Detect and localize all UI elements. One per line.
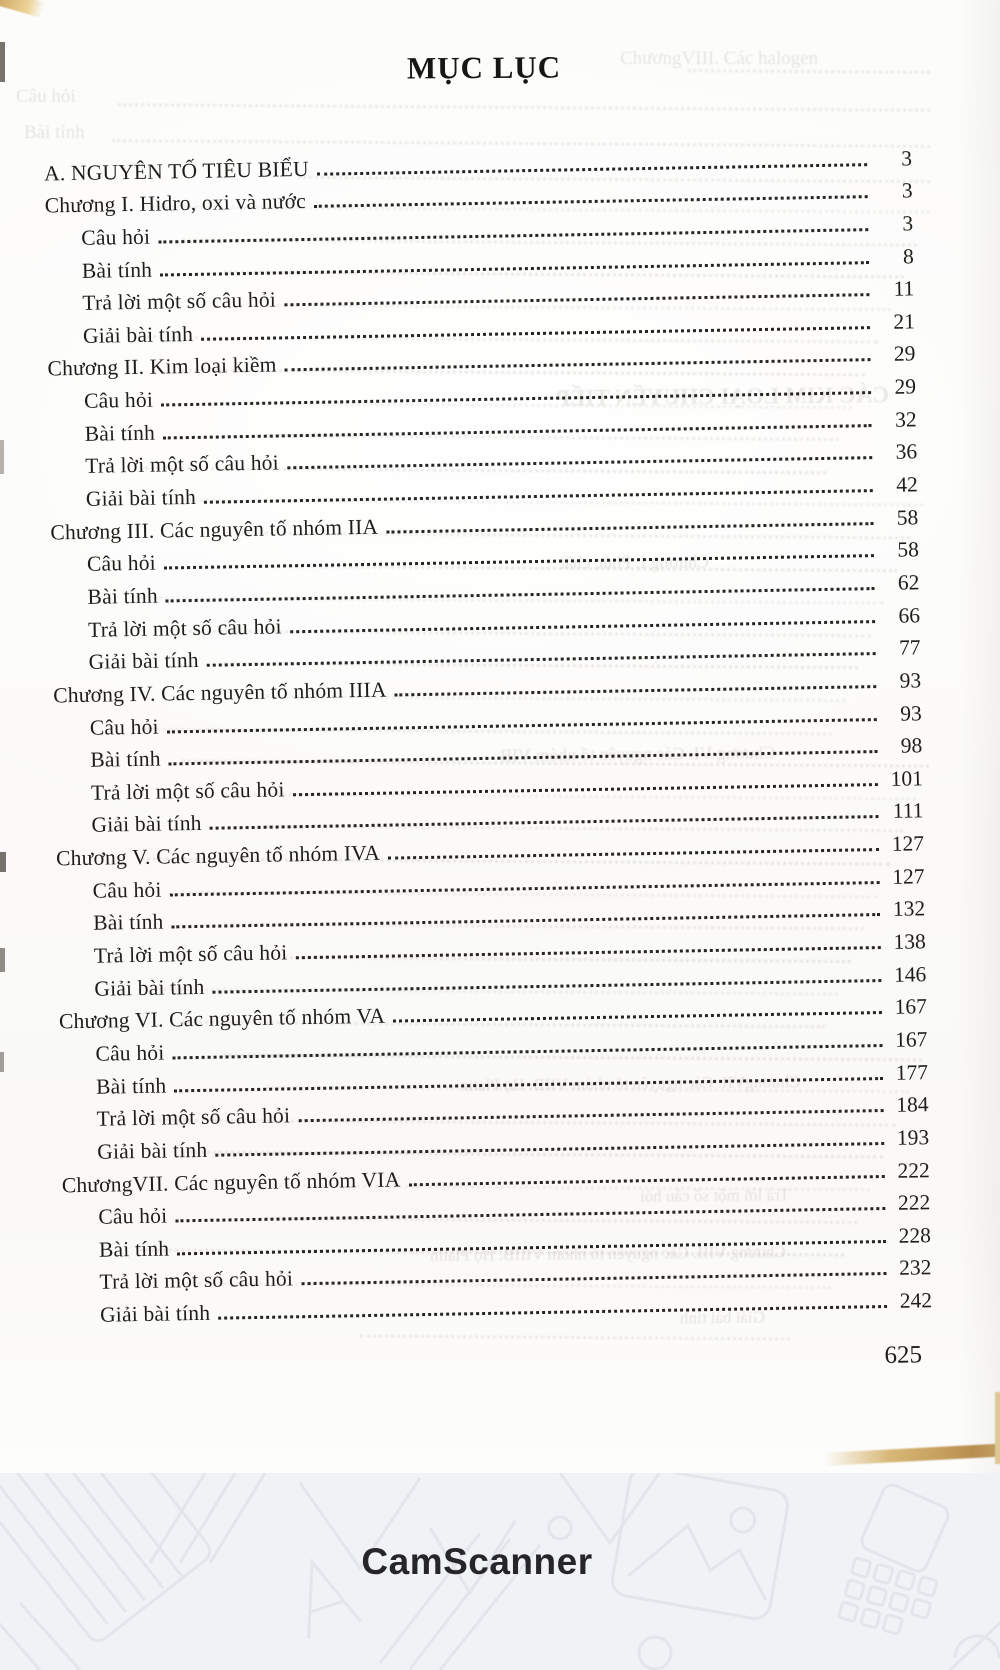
scan-edge-mark bbox=[0, 1052, 4, 1072]
toc-page-number: 138 bbox=[893, 929, 926, 954]
toc-label: Trả lời một số câu hỏi bbox=[90, 777, 285, 805]
toc-page-number: 62 bbox=[897, 570, 920, 595]
folio-page-number: 625 bbox=[884, 1341, 923, 1369]
camscanner-label: CamScanner bbox=[361, 1541, 593, 1582]
toc-label: Trả lời một số câu hỏi bbox=[93, 940, 288, 968]
toc-label: Câu hỏi bbox=[92, 877, 162, 903]
scan-edge-mark bbox=[0, 440, 4, 474]
ghost-text: Chương VI. Các nguyên tố nhóm VIB bbox=[499, 742, 776, 766]
toc-label: Bài tính bbox=[90, 746, 161, 772]
toc-label: Trả lời một số câu hỏi bbox=[99, 1266, 294, 1295]
ghost-text: Chương VIII. Các nguyên tố nhóm VIIIB. Họ Platin bbox=[429, 1242, 786, 1265]
toc-page-number: 101 bbox=[890, 766, 924, 791]
ghost-text: Chương I. Phức chất bbox=[559, 551, 710, 573]
toc-page-number: 132 bbox=[892, 896, 926, 922]
toc-page-number: 3 bbox=[901, 146, 913, 171]
dot-leader bbox=[218, 1305, 887, 1320]
page-edge-tear bbox=[824, 1443, 1000, 1466]
toc-page-number: 3 bbox=[902, 211, 914, 236]
toc-page-number: 167 bbox=[894, 1027, 928, 1052]
toc-label: Chương V. Các nguyên tố nhóm IVA bbox=[55, 840, 381, 871]
toc-label: Bài tính bbox=[84, 420, 156, 446]
ghost-dot-leader bbox=[360, 1334, 790, 1340]
toc-page-number: 242 bbox=[899, 1288, 933, 1313]
toc-page-number: 98 bbox=[900, 733, 923, 758]
toc-page-number: 36 bbox=[895, 439, 918, 465]
ghost-text: Bài tính bbox=[24, 122, 85, 143]
toc-label: Chương IV. Các nguyên tố nhóm IIIA bbox=[53, 677, 387, 708]
ghost-text: ChươngVIII. Các halogen bbox=[620, 48, 819, 69]
toc-label: Trả lời một số câu hỏi bbox=[85, 450, 280, 479]
toc-page-number: 66 bbox=[898, 602, 921, 628]
toc-page-number: 184 bbox=[896, 1092, 929, 1118]
toc-page-number: 146 bbox=[893, 961, 927, 987]
toc-label: Giải bài tính bbox=[99, 1300, 211, 1327]
toc-page-number: 167 bbox=[894, 994, 928, 1020]
page-corner-curl bbox=[0, 0, 45, 18]
toc-page-number: 111 bbox=[892, 798, 924, 824]
toc-label: Câu hỏi bbox=[89, 714, 159, 740]
toc-label: Câu hỏi bbox=[98, 1203, 168, 1229]
toc-page-number: 232 bbox=[898, 1255, 932, 1281]
ghost-text: CÁC KIM LOẠI CHUYỂN TIẾP bbox=[555, 382, 890, 411]
toc-label: Giải bài tính bbox=[85, 484, 197, 511]
toc-page-number: 58 bbox=[896, 505, 919, 530]
toc-label: Bài tính bbox=[87, 583, 159, 609]
toc-label: ChươngVII. Các nguyên tố nhóm VIA bbox=[61, 1166, 401, 1197]
toc-label: Trả lời một số câu hỏi bbox=[96, 1103, 291, 1131]
toc-label: Câu hỏi bbox=[86, 550, 157, 577]
toc-page-number: 127 bbox=[891, 831, 925, 856]
toc-page-number: 58 bbox=[897, 537, 920, 563]
toc-page-number: 11 bbox=[893, 276, 915, 301]
toc-label: Giải bài tính bbox=[91, 811, 202, 838]
toc-label: Bài tính bbox=[81, 257, 153, 283]
toc-page-number: 222 bbox=[897, 1190, 931, 1215]
toc-label: Bài tính bbox=[98, 1236, 170, 1262]
ghost-dot-leader bbox=[118, 103, 930, 112]
toc-page-number: 3 bbox=[901, 178, 913, 203]
toc-page-number: 21 bbox=[893, 309, 916, 334]
toc-page-number: 29 bbox=[893, 341, 916, 367]
page-edge-tear bbox=[995, 1392, 1000, 1464]
toc-page-number: 93 bbox=[899, 668, 922, 693]
toc-label: Trả lời một số câu hỏi bbox=[87, 614, 282, 642]
toc-page-number: 222 bbox=[897, 1157, 930, 1183]
toc-page-number: 32 bbox=[894, 407, 917, 432]
toc-page-number: 29 bbox=[894, 374, 917, 399]
toc-page-number: 228 bbox=[898, 1222, 932, 1248]
table-of-contents bbox=[28, 138, 932, 1328]
toc-page-number: 193 bbox=[896, 1125, 930, 1150]
toc-label: Câu hỏi bbox=[95, 1040, 165, 1066]
toc-label: Câu hỏi bbox=[83, 387, 154, 413]
toc-page-number: 8 bbox=[902, 243, 914, 269]
toc-label: Giải bài tính bbox=[88, 648, 199, 675]
toc-label: Chương III. Các nguyên tố nhóm IIA bbox=[50, 514, 379, 545]
page-title: MỤC LỤC bbox=[406, 49, 562, 86]
ghost-text: Câu hỏi bbox=[16, 86, 76, 107]
toc-page-number: 177 bbox=[895, 1059, 929, 1085]
toc-label: Chương VI. Các nguyên tố nhóm VA bbox=[58, 1003, 386, 1034]
toc-label: A. NGUYÊN TỐ TIÊU BIỂU bbox=[43, 156, 309, 186]
toc-label: Giải bài tính bbox=[82, 321, 194, 348]
toc-label: Chương II. Kim loại kiềm bbox=[47, 352, 277, 381]
scan-edge-mark bbox=[0, 852, 6, 872]
toc-label: Trả lời một số câu hỏi bbox=[82, 287, 277, 316]
toc-label: Bài tính bbox=[95, 1073, 167, 1099]
toc-label: Bài tính bbox=[93, 909, 164, 936]
ghost-text: Trả lời một số câu hỏi bbox=[639, 1185, 790, 1206]
camscanner-watermark-band bbox=[0, 1473, 1000, 1670]
toc-page-number: 42 bbox=[896, 472, 918, 497]
ghost-text: Giải bài tính bbox=[679, 1307, 766, 1328]
toc-label: Câu hỏi bbox=[81, 224, 151, 250]
toc-label: Giải bài tính bbox=[94, 974, 205, 1001]
toc-page-number: 127 bbox=[892, 863, 925, 889]
toc-page-number: 93 bbox=[899, 700, 922, 726]
scan-edge-mark bbox=[0, 948, 5, 972]
toc-page-number: 77 bbox=[898, 635, 921, 660]
ghost-text: ChươngVII. Các nguyên tố nhóm VIIB. Họ Platin bbox=[459, 1072, 801, 1095]
toc-label: Chương I. Hidro, oxi và nước bbox=[44, 189, 307, 218]
toc-label: Giải bài tính bbox=[97, 1137, 208, 1164]
